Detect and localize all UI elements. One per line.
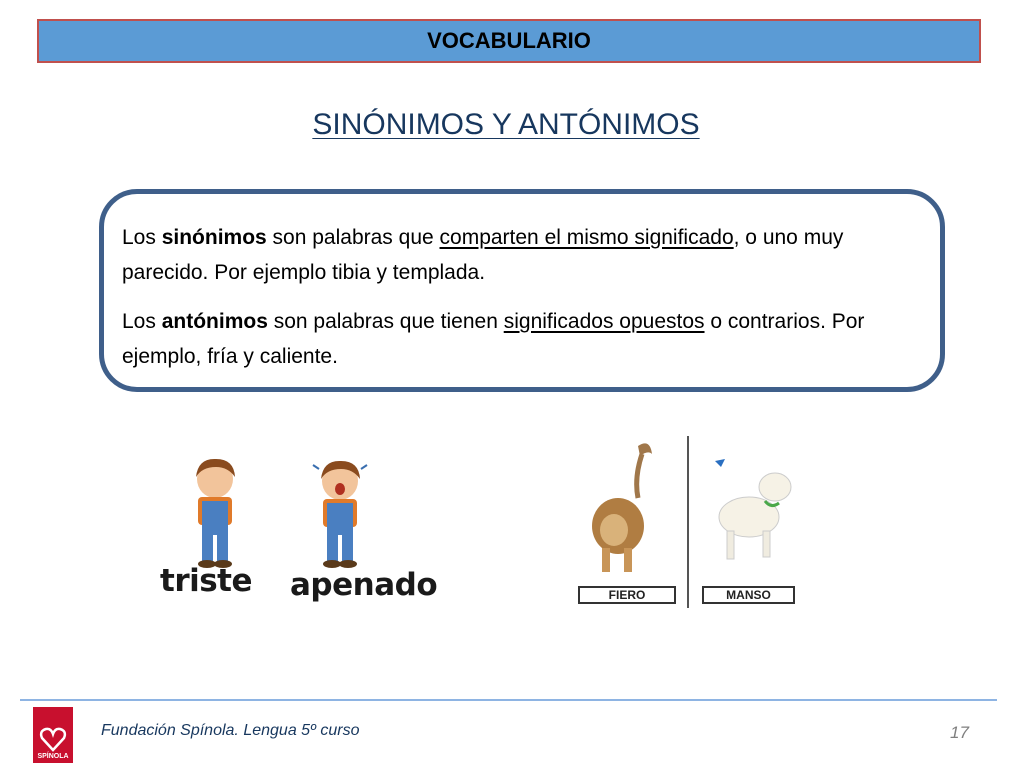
p2-pre: Los (122, 310, 162, 333)
p2-mid: son palabras que tienen (267, 310, 504, 333)
synonym-definition (122, 220, 920, 290)
fundacion-spinola-logo (33, 707, 73, 763)
p1-mid: son palabras que (266, 226, 440, 249)
divider-line (687, 436, 689, 608)
logo-text: SPÍNOLA (37, 753, 69, 760)
p1-bold-term: sinónimos (161, 226, 267, 249)
page-number: 17 (950, 723, 969, 742)
antonym-definition (122, 304, 920, 374)
footer-divider (20, 699, 997, 701)
tag-fiero: FIERO (578, 586, 676, 604)
p2-bold-term: antónimos (161, 310, 268, 333)
tag-manso: MANSO (702, 586, 795, 604)
header-title: VOCABULARIO (427, 28, 591, 53)
footer-text: Fundación Spínola. Lengua 5º curso (101, 722, 360, 739)
definition-box (99, 189, 945, 392)
crying-boy-image (305, 455, 375, 570)
p1-post: , o uno muy parecido. Por ejemplo tibia y templada. (122, 226, 844, 284)
slide-title: SINÓNIMOS Y ANTÓNIMOS (312, 108, 700, 141)
lion-image (578, 438, 678, 578)
heart-logo-icon (39, 725, 67, 753)
p2-underlined: significados opuestos (503, 310, 705, 333)
p2-post: o contrarios. Por ejemplo, fría y caliente. (122, 310, 865, 368)
sad-boy-image (180, 455, 250, 570)
word-apenado: apenado (290, 567, 438, 603)
p1-underlined: comparten el mismo significado (439, 226, 734, 249)
header-bar (37, 19, 981, 63)
lamb-image (705, 455, 805, 575)
word-triste: triste (160, 563, 253, 599)
p1-pre: Los (122, 226, 162, 249)
